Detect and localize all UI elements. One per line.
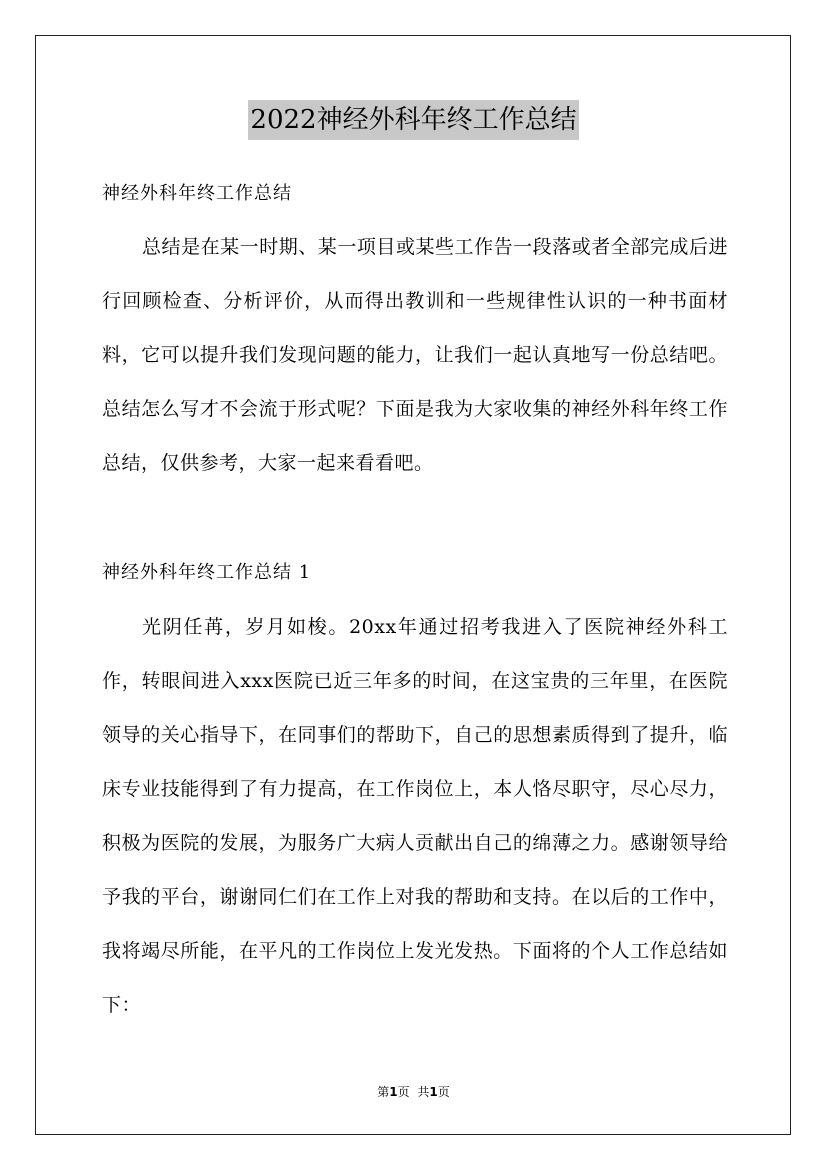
footer-page-suffix: 页 bbox=[397, 1085, 410, 1099]
section1-heading: 神经外科年终工作总结 1 bbox=[102, 562, 312, 583]
footer-total-number: 1 bbox=[429, 1085, 438, 1099]
footer-total-suffix: 页 bbox=[437, 1085, 450, 1099]
footer-page-number: 1 bbox=[389, 1085, 398, 1099]
section1-paragraph: 光阴任苒，岁月如梭。20xx年通过招考我进入了医院神经外科工作，转眼间进入xxx医院已近三年多的时间，在这宝贵的三年里，在医院领导的关心指导下，在同事们的帮助下，自己的思想素质得到了提升，临床专业技能得到了有力提高，在工作岗位上，本人恪尽职守，尽心尽力，积极为医院的发展，为服务广大病人贡献出自己的绵薄之力。感谢领导给予我的平台，谢谢同仁们在工作上对我的帮助和支持。在以后的工作中，我将竭尽所能，在平凡的工作岗位上发光发热。下面将的个人工作总结如下： bbox=[102, 616, 728, 1016]
footer-total-prefix: 共 bbox=[417, 1085, 430, 1099]
document-title: 2022神经外科年终工作总结 bbox=[248, 100, 578, 140]
footer-page-prefix: 第 bbox=[377, 1085, 390, 1099]
title-container bbox=[0, 100, 827, 140]
page-footer bbox=[0, 1084, 827, 1100]
intro-paragraph: 总结是在某一时期、某一项目或某些工作告一段落或者全部完成后进行回顾检查、分析评价，从而得出教训和一些规律性认识的一种书面材料，它可以提升我们发现问题的能力，让我们一起认真地写一份总结吧。总结怎么写才不会流于形式呢？下面是我为大家收集的神经外科年终工作总结，仅供参考，大家一起来看看吧。 bbox=[102, 236, 728, 474]
intro-heading: 神经外科年终工作总结 bbox=[102, 183, 292, 204]
